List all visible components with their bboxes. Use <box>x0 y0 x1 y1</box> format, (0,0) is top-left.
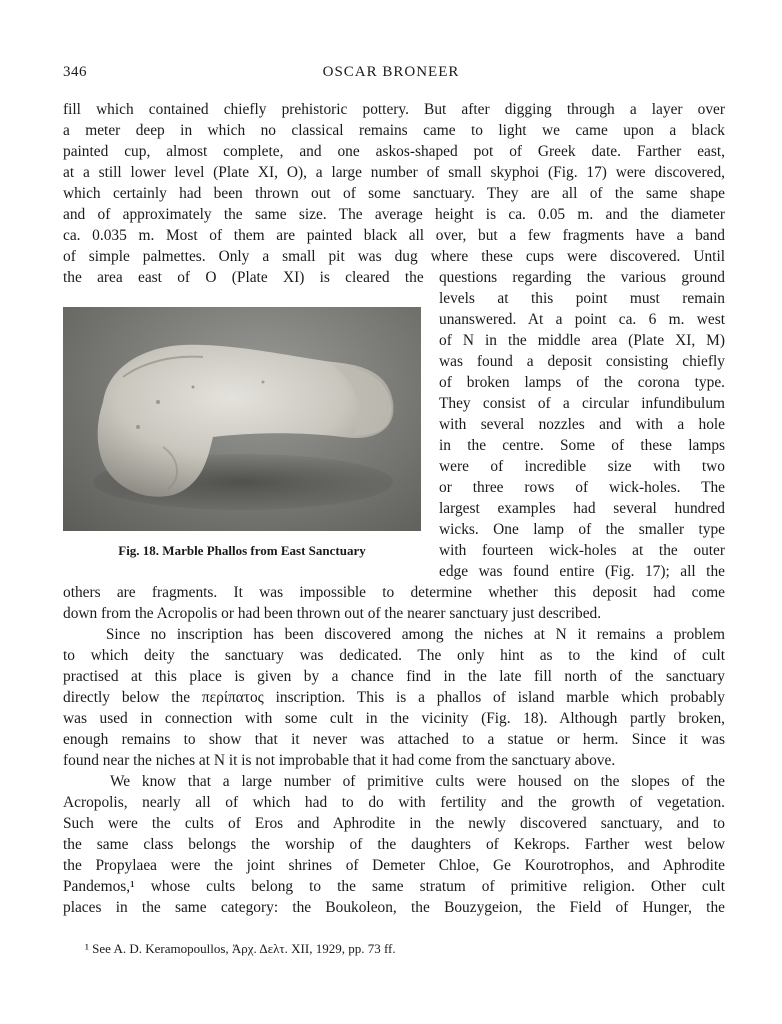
body-line-wrap: unanswered. At a point ca. 6 m. west <box>439 311 725 328</box>
phallos-photograph <box>63 307 421 531</box>
body-line: directly below the περίπατος inscription. This is a phallos of island marble which probably <box>63 689 725 706</box>
body-line: enough remains to show that it never was attached to a statue or herm. Since it was <box>63 731 725 748</box>
body-line-wrap: They consist of a circular infundibulum <box>439 395 725 412</box>
body-line: Acropolis, nearly all of which had to do with fertility and the growth of vegetation. <box>63 794 725 811</box>
body-line: practised at this place is given by a chance find in the late fill north of the sanctuary <box>63 668 725 685</box>
body-line: at a still lower level (Plate XI, O), a large number of small skyphoi (Fig. 17) were discovered, <box>63 164 725 181</box>
body-line: painted cup, almost complete, and one askos-shaped pot of Greek date. Farther east, <box>63 143 725 160</box>
body-line-wrap: with fourteen wick-holes at the outer <box>439 542 725 559</box>
body-line: a meter deep in which no classical remains came to light we came upon a black <box>63 122 725 139</box>
body-line-wrap: edge was found entire (Fig. 17); all the <box>439 563 725 580</box>
body-line: which certainly had been thrown out of some sanctuary. They are all of the same shape <box>63 185 725 202</box>
body-line: Pandemos,¹ whose cults belong to the same stratum of primitive religion. Other cult <box>63 878 725 895</box>
body-line: the area east of O (Plate XI) is cleared the questions regarding the various ground <box>63 269 725 286</box>
body-line: fill which contained chiefly prehistoric pottery. But after digging through a layer over <box>63 101 725 118</box>
body-line: and of approximately the same size. The average height is ca. 0.05 m. and the diameter <box>63 206 725 223</box>
body-line: the same class belongs the worship of the daughters of Kekrops. Farther west below <box>63 836 725 853</box>
figure-caption: Fig. 18. Marble Phallos from East Sanctuary <box>118 543 366 558</box>
body-line-wrap: largest examples had several hundred <box>439 500 725 517</box>
body-line: the Propylaea were the joint shrines of Demeter Chloe, Ge Kourotrophos, and Aphrodite <box>63 857 725 874</box>
footnote: ¹ See A. D. Keramopoullos, Ἀρχ. Δελτ. XII, 1929, pp. 73 ff. <box>85 941 396 956</box>
page-number: 346 <box>63 64 87 80</box>
body-line-wrap: with several nozzles and with a hole <box>439 416 725 433</box>
body-line: Such were the cults of Eros and Aphrodite in the newly discovered sanctuary, and to <box>63 815 725 832</box>
body-line: ca. 0.035 m. Most of them are painted black all over, but a few fragments have a band <box>63 227 725 244</box>
body-line-wrap: or three rows of wick-holes. The <box>439 479 725 496</box>
running-head: OSCAR BRONEER <box>322 64 460 80</box>
body-line: to which deity the sanctuary was dedicated. The only hint as to the kind of cult <box>63 647 725 664</box>
body-line-wrap: in the centre. Some of these lamps <box>439 437 725 454</box>
body-line-wrap: of broken lamps of the corona type. <box>439 374 725 391</box>
body-line-wrap: levels at this point must remain <box>439 290 725 307</box>
body-line: of simple palmettes. Only a small pit was dug where these cups were discovered. Until <box>63 248 725 265</box>
body-line: We know that a large number of primitive cults were housed on the slopes of the <box>63 773 725 790</box>
body-line-wrap: wicks. One lamp of the smaller type <box>439 521 725 538</box>
body-line-wrap: were of incredible size with two <box>439 458 725 475</box>
body-line: down from the Acropolis or had been thrown out of the nearer sanctuary just described. <box>63 605 602 622</box>
body-line: others are fragments. It was impossible to determine whether this deposit had come <box>63 584 725 601</box>
body-line: was used in connection with some cult in the vicinity (Fig. 18). Although partly broken, <box>63 710 725 727</box>
phallos-illustration <box>63 307 421 531</box>
body-line: Since no inscription has been discovered among the niches at N it remains a problem <box>63 626 725 643</box>
body-line-wrap: was found a deposit consisting chiefly <box>439 353 725 370</box>
body-line: places in the same category: the Boukoleon, the Bouzygeion, the Field of Hunger, the <box>63 899 725 916</box>
body-line: found near the niches at N it is not improbable that it had come from the sanctuary above. <box>63 752 616 769</box>
body-line-wrap: of N in the middle area (Plate XI, M) <box>439 332 725 349</box>
